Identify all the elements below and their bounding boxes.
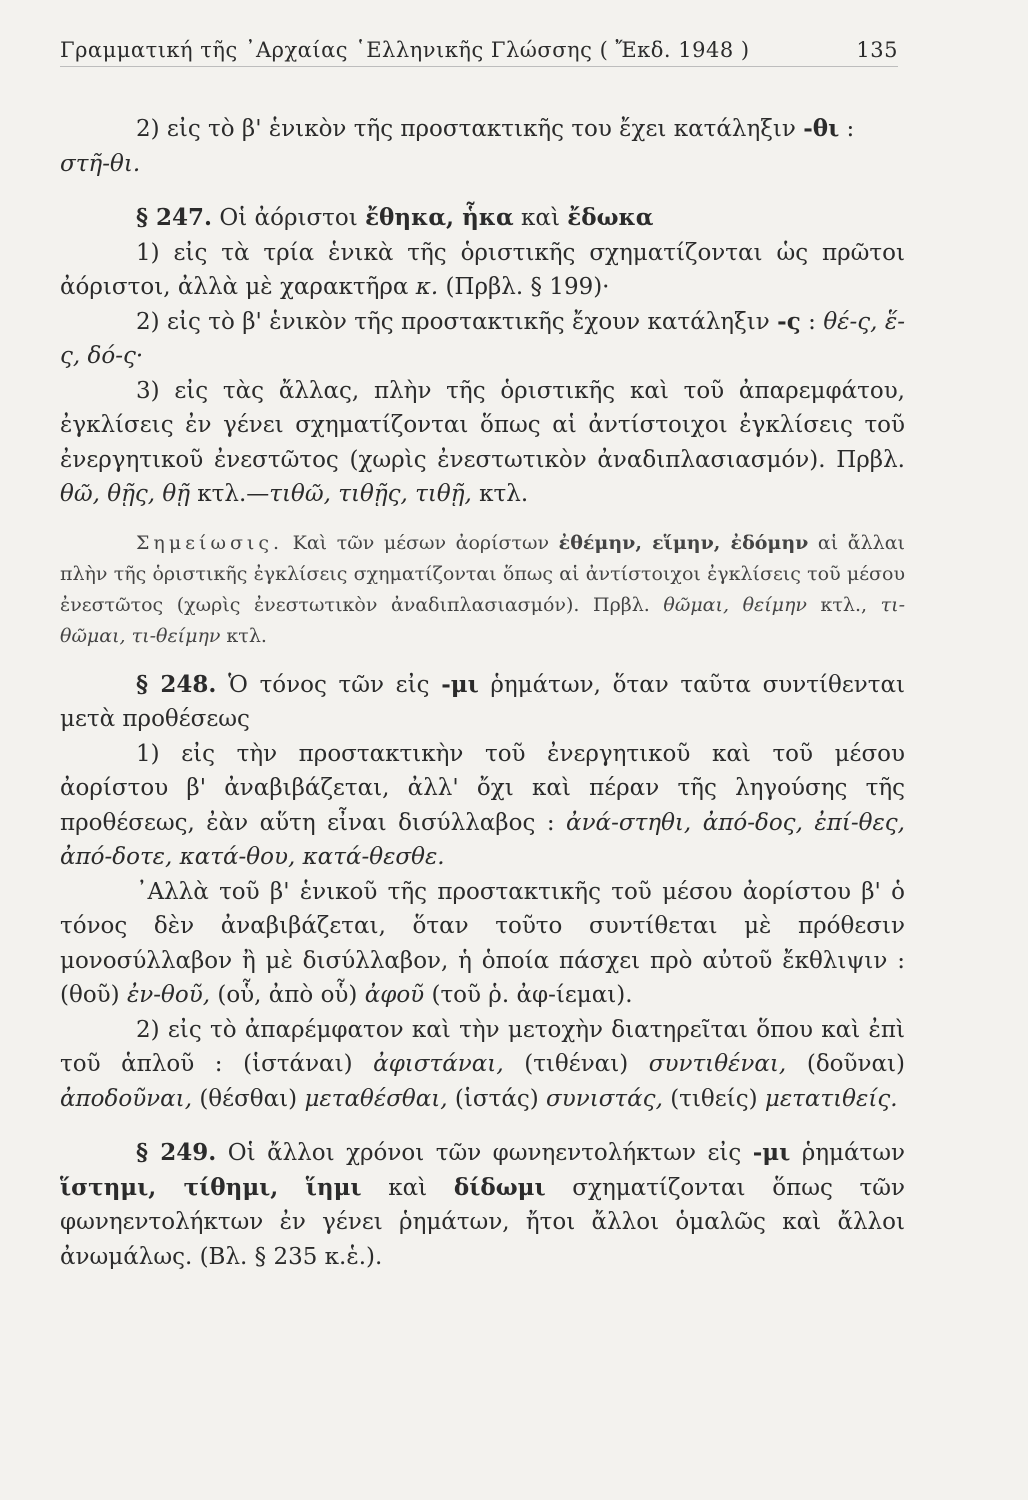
keyword: ἔθηκα, ἧκα [365,204,514,231]
section-248-paragraph [60,875,905,1013]
section-247-item-1 [60,236,905,305]
text-run: κτλ. [471,481,529,507]
text-run: 1) εἰς τὴν προστακτικὴν τοῦ ἐνεργητικοῦ καὶ τοῦ μέσου ἀορίστου β' ἀναβιβάζεται, ἀλλ' ὄχι καὶ πέραν τῆς ληγούσης τῆς προθέσεως, ἐὰν αὕτη εἶναι δισύλλαβος : [60,740,905,836]
header-title: Γραμματική τῆς ᾿Αρχαίας ῾Ελληνικῆς Γλώσσης ( Ἔκδ. 1948 ) [60,38,750,62]
page-body [60,112,905,1274]
text-run: αἱ ἄλλαι πλὴν τῆς ὁριστικῆς ἐγκλίσεις σχηματίζονται ὅπως αἱ ἀντίστοιχοι ἐγκλίσεις τοῦ μέσου ἐνεστῶτος (χωρὶς ἐνεστωτικὸν ἀναδιπλασιασμόν). Πρβλ. [60,531,905,616]
section-number: § 249. [136,1139,217,1166]
text-run: ῥημάτων [790,1140,905,1166]
text-run: (ἱστάς) [447,1085,547,1112]
text-run: (δοῦναι) [786,1051,905,1077]
text-run: καὶ [513,205,568,231]
text-run: 2) εἰς τὸ ἀπαρέμφατον καὶ τὴν μετοχὴν διατηρεῖται ὅπου καὶ ἐπὶ τοῦ ἁπλοῦ : (ἱστάναι) [60,1016,905,1077]
example: ἀνά-στηθι, ἀπό-δος, ἐπί-θες, ἀπό-δοτε, κατά-θου, κατά-θεσθε. [60,809,905,870]
example: ἀποδοῦναι, [60,1085,193,1112]
text-run: κτλ.— [189,481,270,507]
ending: -ς [777,307,801,335]
example: ἀφοῦ [364,982,425,1008]
text-run: (οὗ, ἀπὸ οὗ) [210,982,365,1008]
text-run: 1) εἰς τὰ τρία ἑνικὰ τῆς ὁριστικῆς σχηματίζονται ὡς πρῶτοι ἀόριστοι, ἀλλὰ μὲ χαρακτῆρα [60,239,905,300]
section-248-item-2 [60,1013,905,1117]
text-run: κτλ. [220,624,267,647]
example: στῆ-θι. [60,150,141,177]
example: θῶ, θῇς, θῇ [60,481,190,507]
section-number: § 247. [136,204,213,231]
example: ἀφιστάναι, [373,1051,504,1077]
example: τιθῶ, τιθῇς, τιθῇ, [269,481,472,507]
section-248-heading [60,668,905,737]
keyword: ἔδωκα [567,204,654,231]
example: θῶμαι, θείμην [663,593,807,616]
keyword: ἵστημι, τίθημι, ἵημι [60,1173,362,1201]
running-header [60,38,898,67]
text-run: ῥημάτων, ὅταν ταῦτα συντίθενται μετὰ προθέσεως [60,671,905,732]
text-run: κτλ., [806,593,881,616]
example: μετατιθείς. [764,1085,898,1112]
section-247-note [60,528,905,652]
note-label: Σημείωσις. [136,531,284,554]
text-run: (θέσθαι) [192,1085,305,1112]
ending: -θι [803,115,840,142]
example: τι-θῶμαι, τι-θείμην [60,593,905,647]
page-number: 135 [856,38,898,62]
example: θέ-ς, ἕ-ς, δό-ς· [60,308,906,369]
text-run: (τοῦ ῥ. ἀφ-ίεμαι). [424,982,633,1008]
text-run: Οἱ ἀόριστοι [212,205,366,231]
keyword: ἐθέμην, εἵμην, ἐδόμην [558,531,809,554]
example: μεταθέσθαι, [304,1085,448,1112]
text-run: καὶ [361,1174,454,1201]
section-number: § 248. [136,670,217,698]
section-247-heading [60,201,905,236]
text-run: (τιθέναι) [503,1051,649,1077]
text-run: 2) εἰς τὸ β' ἑνικὸν τῆς προστακτικῆς ἔχουν κατάληξιν [136,308,778,335]
text-run: σχηματίζονται ὅπως τῶν φωνηεντολήκτων ἐν γένει ῥημάτων, ἤτοι ἄλλοι ὁμαλῶς καὶ ἄλλοι ἀνωμάλως. (Βλ. § 235 κ.ἑ.). [60,1174,906,1270]
example: ἐν-θοῦ, [126,982,211,1008]
paragraph-imperative-ending [60,112,905,181]
text-run: (τιθείς) [662,1085,765,1112]
example: κ. [415,274,439,300]
text-run: 3) εἰς τὰς ἄλλας, πλὴν τῆς ὁριστικῆς καὶ τοῦ ἀπαρεμφάτου, ἐγκλίσεις ἐν γένει σχηματίζονται ὅπως αἱ ἀντίστοιχοι ἐγκλίσεις τοῦ ἐνεργητικοῦ ἐνεστῶτος (χωρὶς ἐνεστωτικὸν ἀναδιπλασιασμόν). Πρβλ. [60,377,905,473]
keyword: δίδωμι [453,1173,546,1201]
text-run: : [839,116,855,142]
text-run: Ὁ τόνος τῶν εἰς [216,671,442,698]
text-run: : [800,308,824,335]
text-run: ᾿Αλλὰ τοῦ β' ἑνικοῦ τῆς προστακτικῆς τοῦ μέσου ἀορίστου β' ὁ τόνος δὲν ἀναβιβάζεται, ὅταν τοῦτο συντίθεται μὲ πρόθεσιν μονοσύλλαβον ἢ μὲ δισύλλαβον, ἡ ὁποία πάσχει πρὸ αὐτοῦ ἔκθλιψιν : (θοῦ) [60,878,905,1008]
text-run: Καὶ τῶν μέσων ἀορίστων [283,531,559,554]
text-run: (Πρβλ. § 199)· [438,274,610,300]
example: συντιθέναι, [648,1051,787,1077]
section-248-item-1 [60,737,905,875]
ending: -μι [441,670,479,698]
section-247-item-2 [60,305,905,374]
text-run: 2) εἰς τὸ β' ἑνικὸν τῆς προστακτικῆς του ἔχει κατάληξιν [136,116,804,142]
text-run: Οἱ ἄλλοι χρόνοι τῶν φωνηεντολήκτων εἰς [216,1140,753,1166]
example: συνιστάς, [546,1085,663,1112]
section-249 [60,1136,905,1274]
ending: -μι [752,1139,791,1166]
section-247-item-3 [60,374,905,512]
